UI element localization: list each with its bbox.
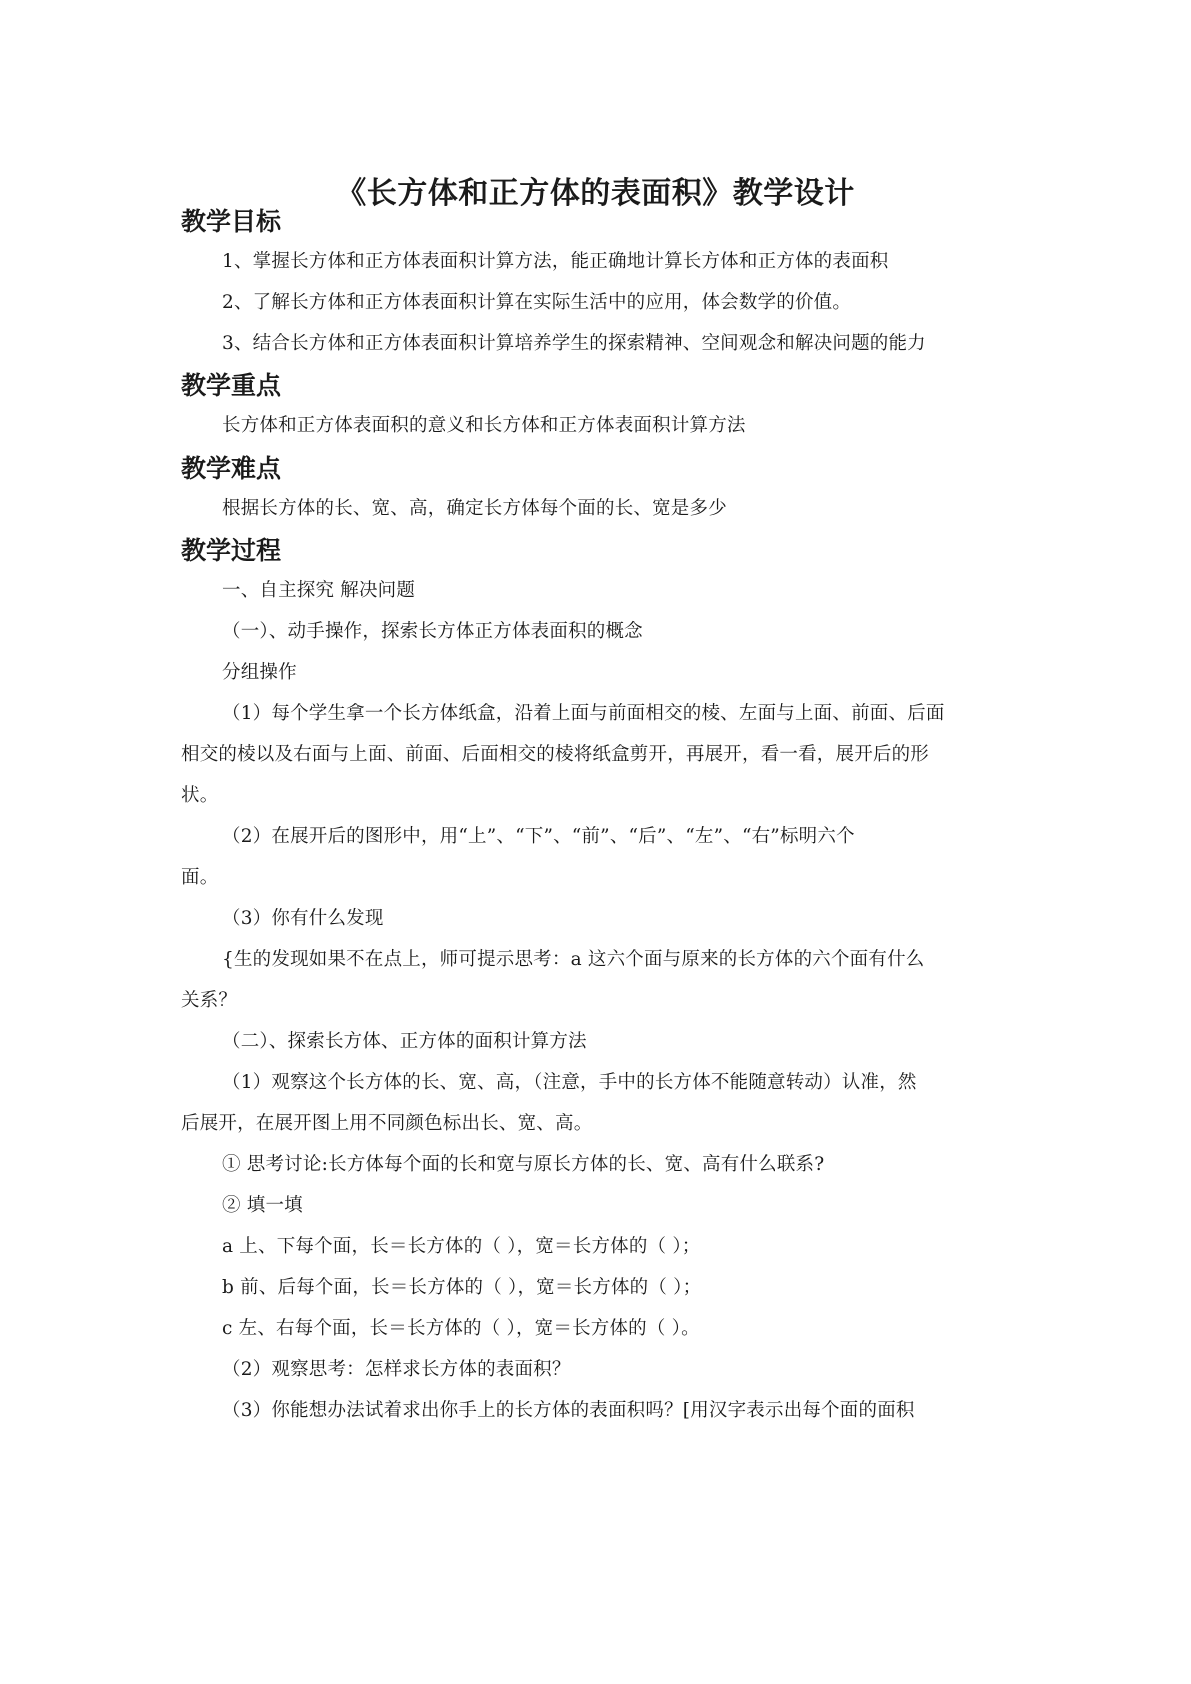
section-heading-key-points: 教学重点 (181, 371, 282, 400)
process-line: 相交的棱以及右面与上面、前面、后面相交的棱将纸盒剪开，再展开，看一看，展开后的形 (181, 744, 930, 765)
key-points-text: 长方体和正方体表面积的意义和长方体和正方体表面积计算方法 (222, 415, 746, 436)
process-line: （二）、探索长方体、正方体的面积计算方法 (222, 1031, 587, 1052)
process-line: {生的发现如果不在点上，师可提示思考：a 这六个面与原来的长方体的六个面有什么 (222, 949, 925, 970)
process-line: （一）、动手操作，探索长方体正方体表面积的概念 (222, 621, 643, 642)
process-line: 状。 (181, 785, 219, 806)
process-line: （2）观察思考：怎样求长方体的表面积？ (222, 1359, 571, 1380)
process-line: （1）观察这个长方体的长、宽、高，（注意，手中的长方体不能随意转动）认准，然 (222, 1072, 917, 1093)
difficulties-text: 根据长方体的长、宽、高，确定长方体每个面的长、宽是多少 (222, 498, 727, 519)
process-line: ① 思考讨论:长方体每个面的长和宽与原长方体的长、宽、高有什么联系? (222, 1154, 825, 1175)
process-line: 面。 (181, 867, 219, 888)
objective-item-3: 3、结合长方体和正方体表面积计算培养学生的探索精神、空间观念和解决问题的能力 (222, 333, 926, 354)
process-line: （3）你有什么发现 (222, 908, 384, 929)
process-line: 后展开，在展开图上用不同颜色标出长、宽、高。 (181, 1113, 593, 1134)
section-heading-objectives: 教学目标 (181, 207, 282, 236)
process-line: ② 填一填 (222, 1195, 303, 1216)
process-line: （1）每个学生拿一个长方体纸盒，沿着上面与前面相交的棱、左面与上面、前面、后面 (222, 703, 945, 724)
process-line: a 上、下每个面，长＝长方体的（ ），宽＝长方体的（ ）； (222, 1236, 701, 1257)
process-line: 关系？ (181, 990, 238, 1011)
section-heading-process: 教学过程 (181, 536, 282, 565)
process-line: 一、自主探究 解决问题 (222, 580, 416, 601)
process-line: （2）在展开后的图形中，用“上”、“下”、“前”、“后”、“左”、“右”标明六个 (222, 826, 855, 847)
process-line: c 左、右每个面，长＝长方体的（ ），宽＝长方体的（ ）。 (222, 1318, 700, 1339)
process-line: （3）你能想办法试着求出你手上的长方体的表面积吗？[用汉字表示出每个面的面积 (222, 1400, 915, 1421)
objective-item-1: 1、掌握长方体和正方体表面积计算方法，能正确地计算长方体和正方体的表面积 (222, 251, 889, 272)
process-line: 分组操作 (222, 662, 297, 683)
process-line: b 前、后每个面，长＝长方体的（ ），宽＝长方体的（ ）； (222, 1277, 702, 1298)
document-title: 《长方体和正方体的表面积》教学设计 (336, 176, 855, 211)
section-heading-difficulties: 教学难点 (181, 454, 282, 483)
objective-item-2: 2、了解长方体和正方体表面积计算在实际生活中的应用，体会数学的价值。 (222, 292, 852, 313)
